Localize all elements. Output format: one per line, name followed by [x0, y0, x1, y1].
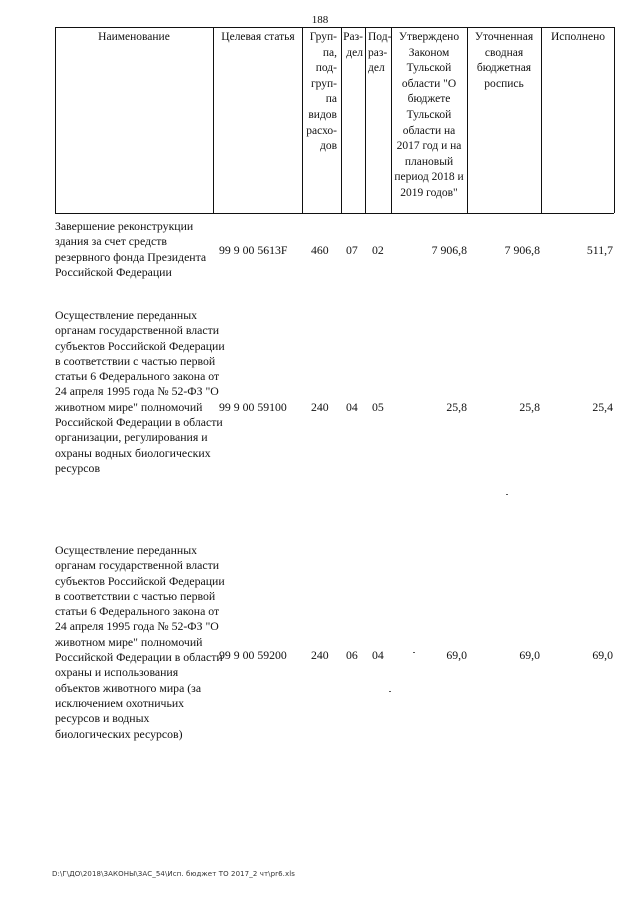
- row-1-group: 460: [311, 243, 329, 257]
- table-top-border: [55, 27, 614, 28]
- row-3-executed: 69,0: [592, 648, 613, 662]
- row-1-name: Завершение реконструкции здания за счет средств резервного фонда Президента Российской Федерации: [55, 219, 207, 279]
- row-2-target: 99 9 00 59100: [219, 400, 287, 414]
- header-approved: Утверждено Законом Тульской области "О бюджете Тульской области на 2017 год и на плановый период 2018 и 2019 годов": [394, 31, 464, 199]
- row-3-target: 99 9 00 59200: [219, 648, 287, 662]
- row-2-approved: 25,8: [446, 400, 467, 414]
- col-divider: [541, 27, 542, 213]
- col-divider: [391, 27, 392, 213]
- row-2-subsection: 05: [372, 400, 384, 414]
- row-3-section: 06: [346, 648, 358, 662]
- header-group: Груп-па, под-груп-па видов расхо-дов: [306, 31, 337, 153]
- scan-speck: [413, 652, 415, 653]
- header-bottom-border: [55, 213, 614, 214]
- row-2-section: 04: [346, 400, 358, 414]
- header-name: Наименование: [98, 31, 170, 43]
- row-2-refined: 25,8: [519, 400, 540, 414]
- row-3-name: Осуществление переданных органам государственной власти субъектов Российской Федерации в соответствии с частью первой статьи 6 Федерального закона от 24 апреля 1995 года № 52-ФЗ "О животном мире" полномочий Российской Федерации в области охраны и использования объектов животного мира (за исключением охотничьих ресурсов и водных биологических ресурсов): [55, 543, 225, 741]
- header-refined: Уточненная сводная бюджетная роспись: [474, 31, 534, 90]
- col-divider: [365, 27, 366, 213]
- scan-speck: [389, 691, 391, 692]
- row-3-group: 240: [311, 648, 329, 662]
- row-3-subsection: 04: [372, 648, 384, 662]
- col-divider: [467, 27, 468, 213]
- row-1-executed: 511,7: [586, 243, 613, 257]
- row-2-name: Осуществление переданных органам государственной власти субъектов Российской Федерации в соответствии с частью первой статьи 6 Федерального закона от 24 апреля 1995 года № 52-ФЗ "О животном мире" полномочий Российской Федерации в области организации, регулирования и охраны водных биологических ресурсов: [55, 308, 225, 475]
- row-1-approved: 7 906,8: [431, 243, 467, 257]
- header-executed: Исполнено: [550, 31, 606, 43]
- scan-speck: [506, 494, 508, 495]
- col-divider: [213, 27, 214, 213]
- footer-file-path: D:\Г\ДО\2018\ЗАКОНЫ\ЗАС_54\Исп. бюджет ТО 2017_2 чт\pr6.xls: [52, 870, 296, 878]
- header-subsection: Под-раз-дел: [368, 31, 392, 75]
- page-number: 188: [311, 14, 329, 26]
- col-divider: [55, 27, 56, 213]
- col-divider: [614, 27, 615, 213]
- row-1-refined: 7 906,8: [504, 243, 540, 257]
- row-1-target: 99 9 00 5613F: [219, 243, 288, 257]
- row-1-section: 07: [346, 243, 358, 257]
- row-2-executed: 25,4: [592, 400, 613, 414]
- row-3-approved: 69,0: [446, 648, 467, 662]
- row-2-group: 240: [311, 400, 329, 414]
- row-3-refined: 69,0: [519, 648, 540, 662]
- header-target: Целевая статья: [221, 31, 295, 43]
- row-1-subsection: 02: [372, 243, 384, 257]
- header-section: Раз-дел: [343, 31, 363, 59]
